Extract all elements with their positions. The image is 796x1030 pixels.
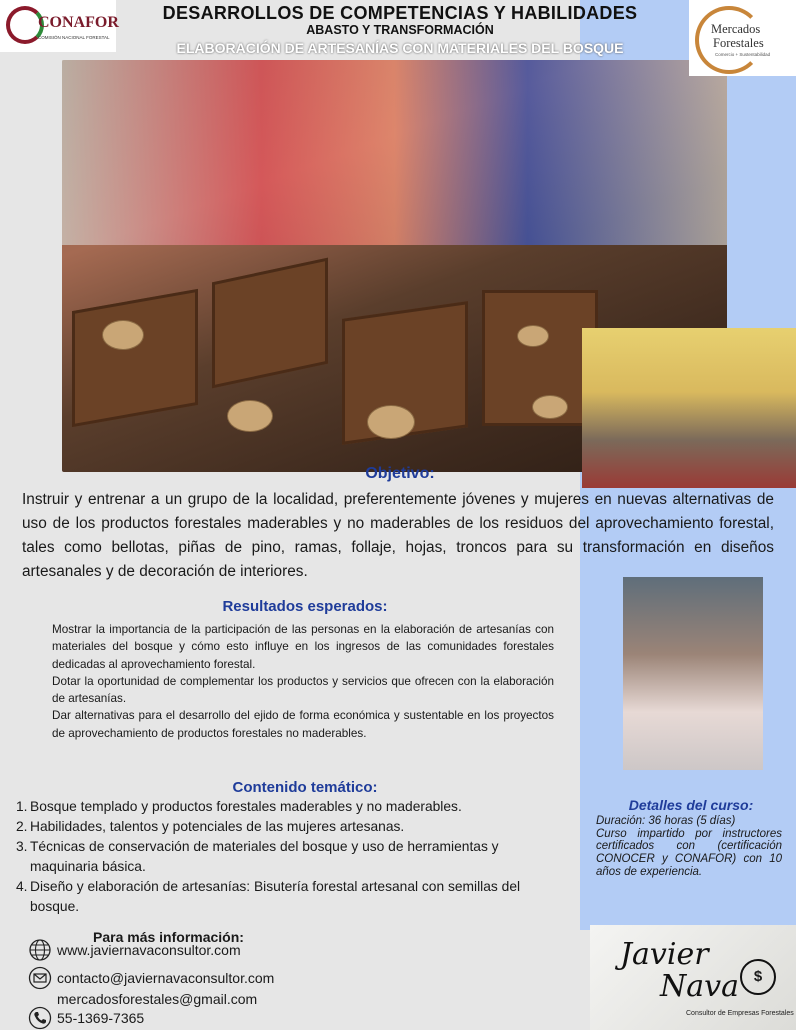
detalles-duracion: Duración: 36 horas (5 días) (596, 815, 736, 827)
detalles-descripcion: Curso impartido por instructores certificados con (certificación CONOCER y CONAFOR) con 10 años de experiencia. (596, 827, 782, 878)
contenido-heading: Contenido temático: (232, 779, 378, 796)
resultados-list (52, 621, 554, 742)
list-text: Diseño y elaboración de artesanías: Bisutería forestal artesanal con semillas del bosque. (30, 879, 521, 914)
web-link[interactable]: www.javiernavaconsultor.com (57, 942, 241, 958)
conafor-logo-name: CONAFOR (38, 14, 119, 31)
page-title: DESARROLLOS DE COMPETENCIAS Y HABILIDADES (162, 3, 638, 23)
list-item (16, 797, 556, 817)
mf-logo-line1: Mercados (711, 22, 761, 36)
wood-disc (367, 405, 415, 439)
jn-logo-line1: Javier (620, 937, 709, 972)
wood-disc (227, 400, 273, 432)
contact-web[interactable] (28, 938, 241, 962)
list-text: Habilidades, talentos y potenciales de las mujeres artesanas. (30, 819, 405, 834)
jn-logo-line2: Nava (660, 969, 739, 1004)
email-link[interactable]: mercadosforestales@gmail.com (57, 991, 258, 1007)
conafor-logo-sub: COMISIÓN NACIONAL FORESTAL (38, 35, 110, 40)
wood-tray (72, 289, 198, 427)
resultado-item: Dotar la oportunidad de complementar los productos y servicios que ofrecen con la elaboración de artesanías. (52, 674, 554, 706)
email-link[interactable]: contacto@javiernavaconsultor.com (57, 970, 275, 986)
list-text: Técnicas de conservación de materiales del bosque y uso de herramientas y maquinaria básica. (30, 839, 499, 874)
mercados-forestales-logo (689, 0, 796, 76)
objetivo-heading: Objetivo: (365, 465, 435, 482)
mf-logo-tag: Comercio + Sustentabilidad (715, 52, 771, 57)
globe-icon (28, 938, 52, 962)
contenido-list (16, 797, 556, 917)
list-number: 4. (16, 879, 28, 894)
jn-logo-sub: Consultor de Empresas Forestales (686, 1010, 794, 1017)
list-item (16, 877, 556, 917)
resultados-heading: Resultados esperados: (222, 598, 388, 615)
artisans-group (62, 60, 727, 245)
wood-disc (517, 325, 549, 347)
contact-heading: Para más información: (93, 929, 244, 945)
conafor-logo (0, 0, 119, 52)
program-title: ELABORACIÓN DE ARTESANÍAS CON MATERIALES DEL BOSQUE (176, 40, 624, 56)
wood-disc (532, 395, 568, 419)
list-number: 2. (16, 819, 28, 834)
list-item (16, 817, 556, 837)
dolls-crafts-photo (582, 328, 796, 488)
contact-phone[interactable] (28, 1006, 144, 1030)
page-subtitle: ABASTO Y TRANSFORMACIÓN (306, 23, 494, 37)
resultado-item: Mostrar la importancia de la participación de las personas en la elaboración de artesanías con materiales del bosque y cómo esto influye en los ingresos de las comunidades forestales dedicadas al aprovechamiento forestal. (52, 623, 554, 671)
list-number: 1. (16, 799, 28, 814)
phone-icon (28, 1006, 52, 1030)
wood-tray (212, 258, 328, 389)
jewelry-workshop-photo (623, 577, 763, 770)
list-number: 3. (16, 839, 28, 854)
mf-logo-line2: Forestales (713, 36, 764, 50)
wood-disc (102, 320, 144, 350)
phone-number[interactable]: 55-1369-7365 (57, 1010, 145, 1026)
objetivo-text: Instruir y entrenar a un grupo de la localidad, preferentemente jóvenes y mujeres en nuevas alternativas de uso de los productos forestales maderables y no maderables de los residuos del aprovechamiento forestal, tales como bellotas, piñas de pino, ramas, follaje, hojas, troncos para su transformación en diseños artesanales y de decoración de interiores. (22, 491, 774, 580)
list-item (16, 837, 556, 877)
javier-nava-logo (590, 925, 796, 1030)
detalles-heading: Detalles del curso: (628, 797, 754, 813)
money-cycle-icon: $ (740, 959, 776, 995)
list-text: Bosque templado y productos forestales maderables y no maderables. (30, 799, 462, 814)
detalles-text (596, 815, 782, 879)
header (120, 3, 680, 56)
resultado-item: Dar alternativas para el desarrollo del ejido de forma económica y sustentable en los proyectos de aprovechamiento de productos forestales no maderables. (52, 709, 554, 740)
